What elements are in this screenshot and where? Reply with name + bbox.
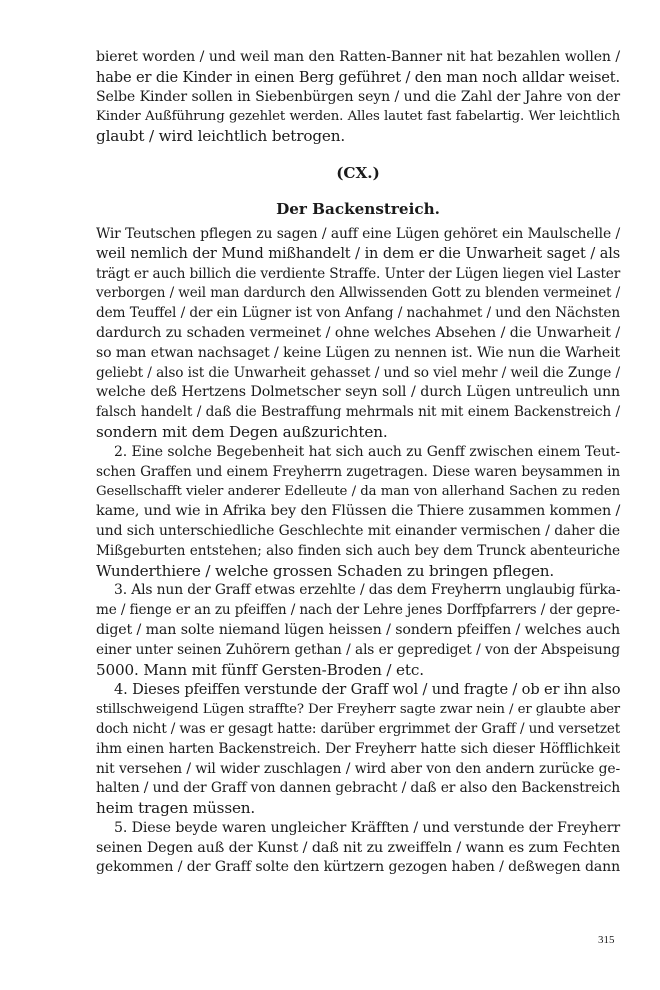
text-line: nit versehen / wil wider zuschlagen / wird aber von den andern zurücke ge- bbox=[96, 760, 620, 777]
text-line: Selbe Kinder sollen in Siebenbürgen seyn / und die Zahl der Jahre von der bbox=[96, 88, 620, 105]
text-line: seinen Degen auß der Kunst / daß nit zu zweiffeln / wann es zum Fechten bbox=[96, 839, 620, 856]
text-line: Kinder Außführung gezehlet werden. Alles lautet fast fabelartig. Wer leichtlich bbox=[96, 109, 620, 125]
text-line: so man etwan nachsaget / keine Lügen zu nennen ist. Wie nun die Warheit bbox=[96, 344, 620, 361]
text-line: 5. Diese beyde waren ungleicher Kräfften / und verstunde der Freyherr bbox=[114, 819, 620, 836]
text-line: glaubt / wird leichtlich betrogen. bbox=[96, 127, 346, 146]
text-line: welche deß Hertzens Dolmetscher seyn soll / durch Lügen untreulich unn bbox=[96, 384, 620, 401]
text-line: trägt er auch billich die verdiente Straffe. Unter der Lügen liegen viel Laster bbox=[96, 265, 621, 282]
text-line: Wir Teutschen pflegen zu sagen / auff eine Lügen gehöret ein Maulschelle / bbox=[96, 225, 620, 242]
text-line: schen Graffen und einem Freyherrn zugetragen. Diese waren beysammen in bbox=[96, 463, 620, 480]
text-line: 4. Dieses pfeiffen verstunde der Graff wol / und fragte / ob er ihn also bbox=[114, 681, 621, 699]
chapter-number: (CX.) bbox=[336, 163, 380, 182]
text-line: geliebt / also ist die Unwarheit gehasset / und so viel mehr / weil die Zunge / bbox=[96, 364, 620, 381]
text-line: weil nemlich der Mund mißhandelt / in dem er die Unwarheit saget / als bbox=[96, 245, 620, 262]
text-line: gekommen / der Graff solte den kürtzern gezogen haben / deßwegen dann bbox=[96, 859, 620, 876]
text-line: 2. Eine solche Begebenheit hat sich auch zu Genff zwischen einem Teut- bbox=[114, 443, 620, 460]
paragraph-2 bbox=[96, 443, 620, 582]
text-line: Wunderthiere / welche grossen Schaden zu bringen pflegen. bbox=[96, 561, 555, 580]
text-line: Mißgeburten entstehen; also finden sich auch bey dem Trunck abenteuriche bbox=[96, 542, 620, 559]
text-line: stillschweigend Lügen straffte? Der Freyherr sagte zwar nein / er glaubte aber bbox=[96, 702, 620, 718]
text-line: und sich unterschiedliche Geschlechte mit einander vermischen / daher die bbox=[96, 522, 620, 539]
text-line: verborgen / weil man dardurch den Allwissenden Gott zu blenden vermeinet / bbox=[96, 285, 620, 302]
text-line: diget / man solte niemand lügen heissen / sondern pfeiffen / welches auch bbox=[96, 621, 620, 638]
paragraph-1 bbox=[96, 225, 620, 443]
text-line: dem Teuffel / der ein Lügner ist von Anfang / nachahmet / und den Nächsten bbox=[96, 305, 620, 322]
text-line: me / fienge er an zu pfeiffen / nach der Lehre jenes Dorffpfarrers / der gepre- bbox=[96, 602, 620, 619]
chapter-title: Der Backenstreich. bbox=[276, 199, 440, 218]
page-body bbox=[96, 48, 620, 878]
paragraph-3 bbox=[96, 581, 620, 680]
intro-paragraph bbox=[96, 48, 620, 147]
paragraph-5 bbox=[96, 819, 620, 878]
text-line: bieret worden / und weil man den Ratten-Banner nit hat bezahlen wollen / bbox=[96, 49, 620, 65]
text-line: einer unter seinen Zuhörern gethan / als er geprediget / von der Abspeisung bbox=[96, 641, 620, 658]
text-line: heim tragen müssen. bbox=[96, 799, 256, 818]
text-line: 3. Als nun der Graff etwas erzehlte / das dem Freyherrn unglaubig fürka- bbox=[114, 582, 621, 599]
text-line: doch nicht / was er gesagt hatte: darüber ergrimmet der Graff / und versetzet bbox=[96, 720, 620, 737]
text-line: ihm einen harten Backenstreich. Der Freyherr hatte sich dieser Höfflichkeit bbox=[96, 740, 620, 757]
text-line: halten / und der Graff von dannen gebracht / daß er also den Backenstreich bbox=[96, 780, 620, 797]
text-line: dardurch zu schaden vermeinet / ohne welches Absehen / die Unwarheit / bbox=[96, 324, 620, 341]
paragraph-4 bbox=[96, 680, 620, 819]
text-line: falsch handelt / daß die Bestraffung mehrmals nit mit einem Backenstreich / bbox=[96, 404, 620, 421]
text-line: sondern mit dem Degen außzurichten. bbox=[96, 422, 388, 441]
text-line: kame, und wie in Afrika bey den Flüssen die Thiere zusammen kommen / bbox=[96, 503, 621, 520]
text-line: habe er die Kinder in einen Berg geführet / den man noch alldar weiset. bbox=[96, 68, 620, 86]
text-line: 5000. Mann mit fünff Gersten-Broden / etc. bbox=[96, 660, 424, 679]
page-number: 315 bbox=[598, 934, 615, 946]
text-line: Gesellschafft vieler anderer Edelleute / da man von allerhand Sachen zu reden bbox=[96, 484, 620, 500]
